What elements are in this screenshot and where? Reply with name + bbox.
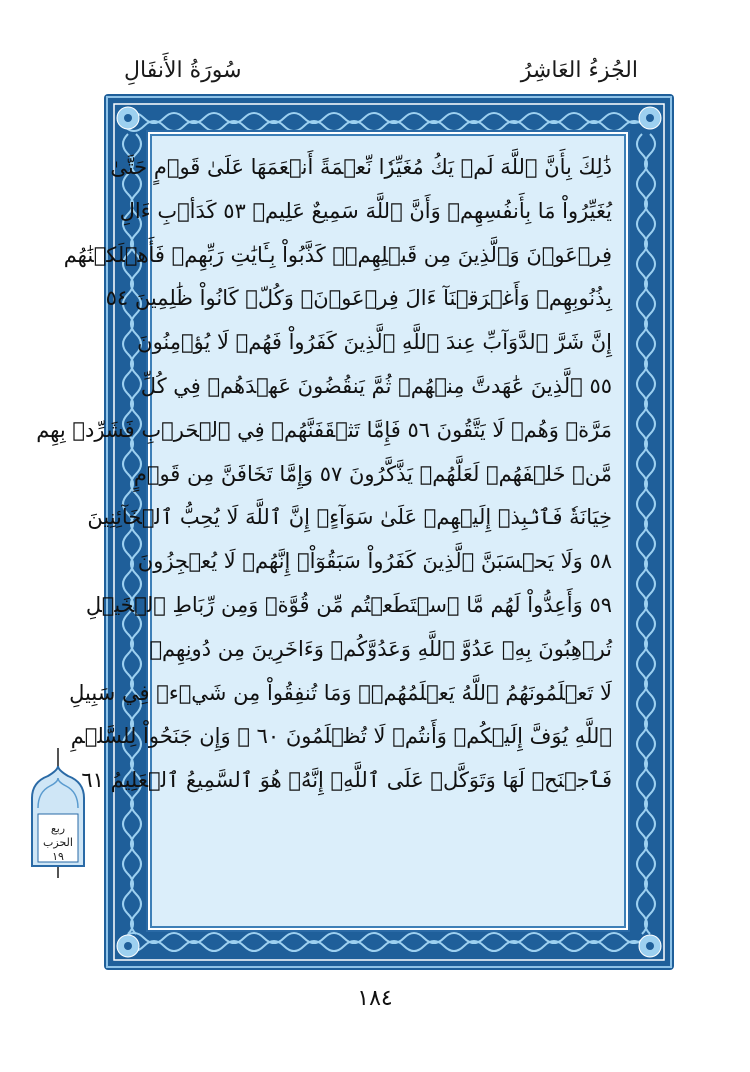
- text-line: بِذُنُوبِهِمۡ وَأَغۡرَقۡنَآ ءَالَ فِرۡعَوۡنَۚ وَكُلّٞ كَانُواْ ظَٰلِمِينَ ٥٤: [105, 286, 612, 311]
- marker-label-number: ١٩: [52, 850, 64, 863]
- text-line: ٥٥ ٱلَّذِينَ عَٰهَدتَّ مِنۡهُمۡ ثُمَّ يَنقُضُونَ عَهۡدَهُمۡ فِي كُلِّ: [140, 373, 612, 398]
- surah-name: سُورَةُ الأَنفَالِ: [124, 58, 242, 83]
- text-line: فِرۡعَوۡنَ وَٱلَّذِينَ مِن قَبۡلِهِمۡۚ كَذَّبُواْ بِـَٔايَٰتِ رَبِّهِمۡ فَأَهۡلَكۡنَٰهُم: [63, 242, 612, 267]
- text-line: مَّنۡ خَلۡفَهُمۡ لَعَلَّهُمۡ يَذَّكَّرُونَ ٥٧ وَإِمَّا تَخَافَنَّ مِن قَوۡمٍ: [133, 461, 612, 486]
- text-line: إِنَّ شَرَّ ٱلدَّوَآبِّ عِندَ ٱللَّهِ ٱلَّذِينَ كَفَرُواْ فَهُمۡ لَا يُؤۡمِنُونَ: [137, 330, 612, 355]
- text-line: ذَٰلِكَ بِأَنَّ ٱللَّهَ لَمۡ يَكُ مُغَيِّرٗا نِّعۡمَةً أَنۡعَمَهَا عَلَىٰ قَوۡمٍ حَتَّىٰ: [110, 155, 612, 179]
- text-line: خِيَانَةٗ فَٱنۢبِذۡ إِلَيۡهِمۡ عَلَىٰ سَوَآءٍۚ إِنَّ ٱللَّهَ لَا يُحِبُّ ٱلۡخَآئِنِينَ: [87, 505, 612, 530]
- juz-name: الجُزءُ العَاشِرُ: [520, 58, 638, 83]
- marker-label-quarter: ربع: [50, 822, 66, 835]
- text-line: ٱللَّهِ يُوَفَّ إِلَيۡكُمۡ وَأَنتُمۡ لَا تُظۡلَمُونَ ٦٠ ۞ وَإِن جَنَحُواْ لِلسَّلۡمِ: [70, 724, 612, 749]
- text-line: تُرۡهِبُونَ بِهِۦ عَدُوَّ ٱللَّهِ وَعَدُوَّكُمۡ وَءَاخَرِينَ مِن دُونِهِمۡ: [149, 636, 612, 661]
- page-number: ١٨٤: [357, 986, 393, 1011]
- quran-text: [36, 146, 612, 803]
- text-line: لَا تَعۡلَمُونَهُمُ ٱللَّهُ يَعۡلَمُهُمۡۚ وَمَا تُنفِقُواْ مِن شَيۡءٖ فِي سَبِيلِ: [69, 680, 612, 705]
- text-line: ٥٨ وَلَا يَحۡسَبَنَّ ٱلَّذِينَ كَفَرُواْ سَبَقُوٓاْۚ إِنَّهُمۡ لَا يُعۡجِزُونَ: [137, 549, 612, 574]
- text-line: ٥٩ وَأَعِدُّواْ لَهُم مَّا ٱسۡتَطَعۡتُم مِّن قُوَّةٖ وَمِن رِّبَاطِ ٱلۡخَيۡلِ: [85, 592, 612, 617]
- text-line: فَٱجۡنَحۡ لَهَا وَتَوَكَّلۡ عَلَى ٱللَّهِۚ إِنَّهُۥ هُوَ ٱلسَّمِيعُ ٱلۡعَلِيمُ ٦١: [81, 768, 612, 793]
- marker-label-hizb: الحزب: [43, 836, 73, 849]
- page-header: [0, 58, 750, 92]
- text-line: مَرَّةٖ وَهُمۡ لَا يَتَّقُونَ ٥٦ فَإِمَّا تَثۡقَفَنَّهُمۡ فِي ٱلۡحَرۡبِ فَشَرِّدۡ بِهِم: [36, 417, 612, 442]
- text-line: يُغَيِّرُواْ مَا بِأَنفُسِهِمۡ وَأَنَّ ٱللَّهَ سَمِيعٌ عَلِيمٞ ٥٣ كَدَأۡبِ ءَالِ: [119, 198, 612, 223]
